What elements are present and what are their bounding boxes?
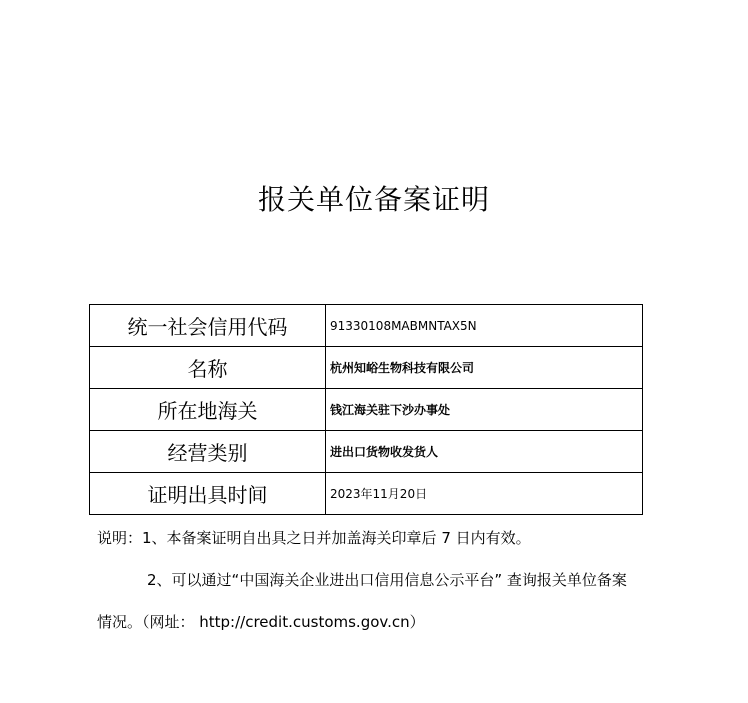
row-value-issue-date: 2023年11月20日 [326, 473, 643, 515]
document-title: 报关单位备案证明 [257, 183, 490, 216]
note-line-1: 说明：1、本备案证明自出具之日并加盖海关印章后 7 日内有效。 [97, 529, 531, 547]
row-label-credit-code: 统一社会信用代码 [90, 305, 326, 347]
row-label-category: 经营类别 [90, 431, 326, 473]
table-row [90, 431, 643, 473]
row-label-name: 名称 [90, 347, 326, 389]
row-value-category: 进出口货物收发货人 [326, 431, 643, 473]
note-line-3: 情况。（网址： http://credit.customs.gov.cn） [97, 613, 425, 631]
record-table [89, 304, 643, 515]
note-line-2: 2、可以通过“中国海关企业进出口信用信息公示平台” 查询报关单位备案 [147, 571, 627, 589]
table-row [90, 305, 643, 347]
row-value-name: 杭州知峪生物科技有限公司 [326, 347, 643, 389]
row-value-credit-code: 91330108MABMNTAX5N [326, 305, 643, 347]
row-value-customs: 钱江海关驻下沙办事处 [326, 389, 643, 431]
row-label-issue-date: 证明出具时间 [90, 473, 326, 515]
table-row [90, 473, 643, 515]
table-row [90, 347, 643, 389]
row-label-customs: 所在地海关 [90, 389, 326, 431]
table-row [90, 389, 643, 431]
